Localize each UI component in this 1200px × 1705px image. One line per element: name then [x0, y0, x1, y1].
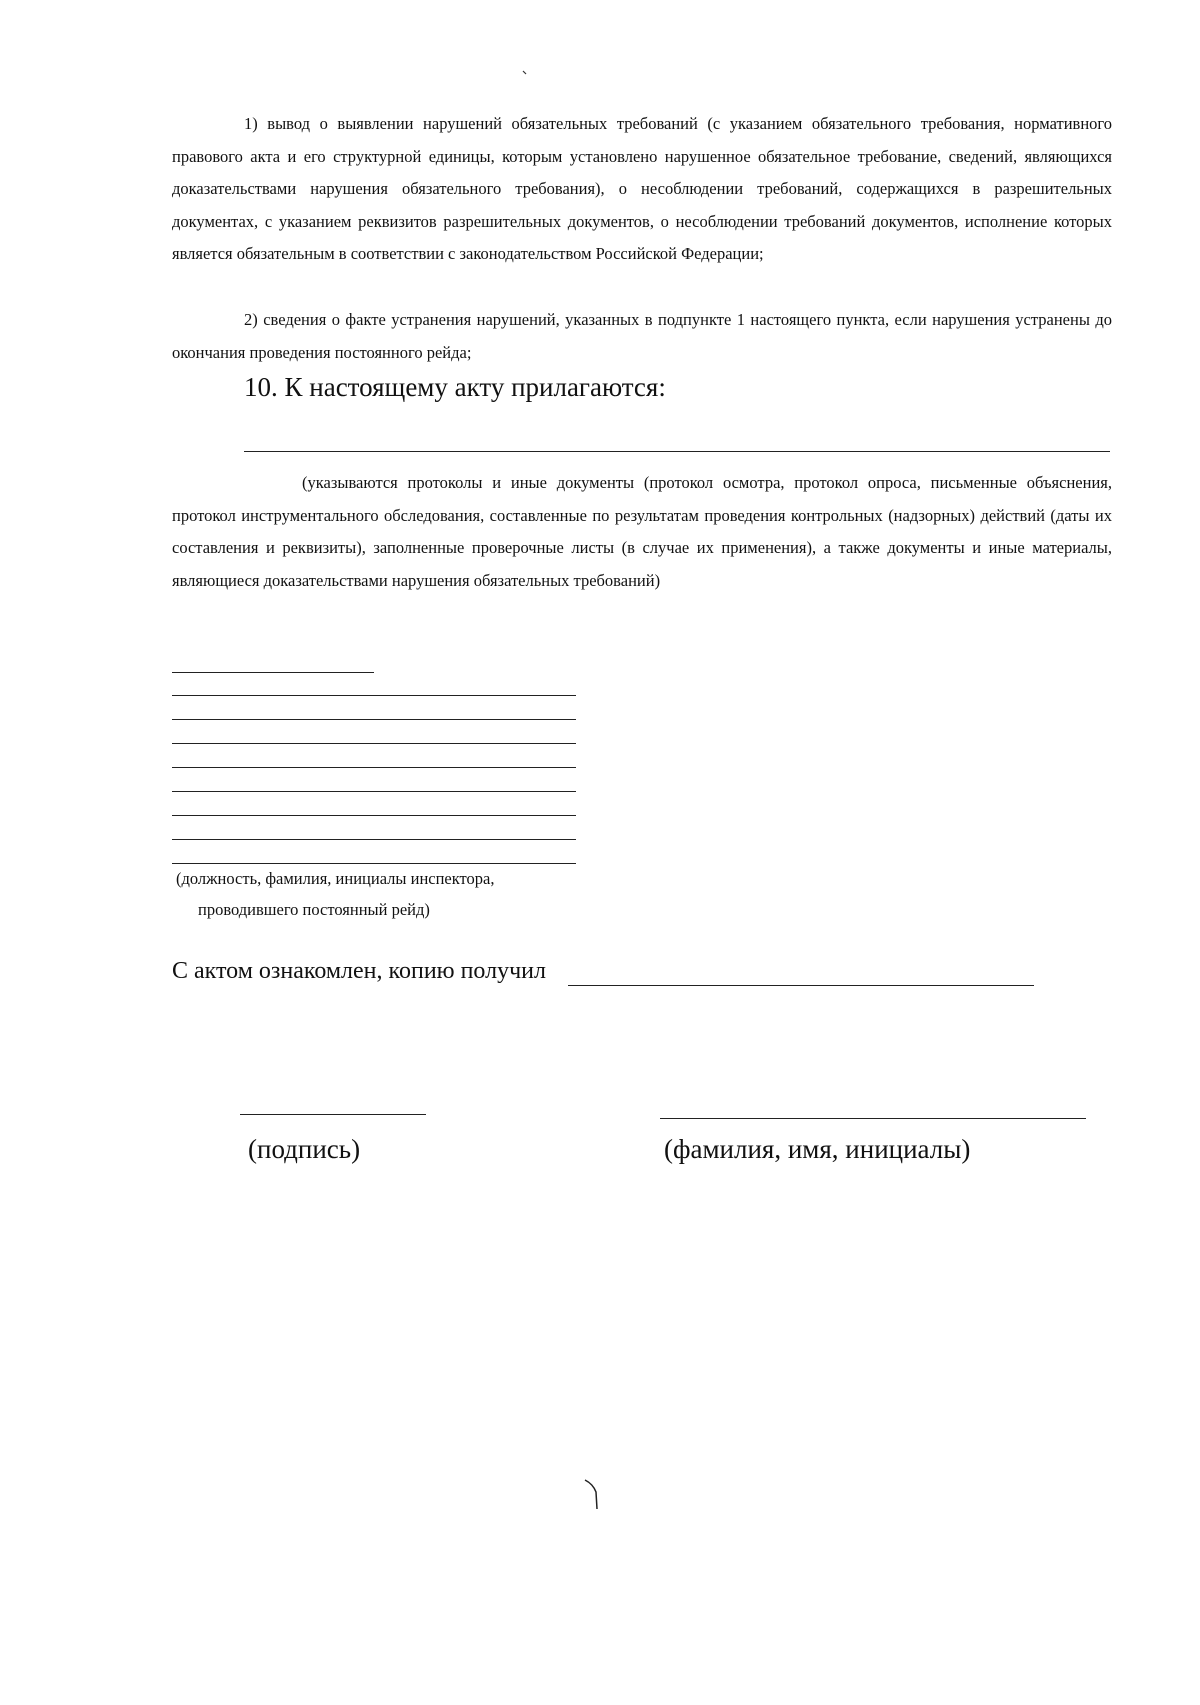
name-caption: (фамилия, имя, инициалы)	[664, 1134, 971, 1164]
inspector-line-7	[172, 839, 576, 840]
acknowledgement-text: С актом ознакомлен, копию получил	[172, 958, 546, 984]
inspector-line-1	[172, 695, 576, 696]
inspector-line-3	[172, 743, 576, 744]
inspector-line-2	[172, 719, 576, 720]
attachments-fill-line	[244, 451, 1110, 452]
signature-caption: (подпись)	[248, 1134, 361, 1164]
inspector-short-line	[172, 672, 374, 673]
signature-fill-line	[240, 1114, 426, 1115]
inspector-line-8	[172, 863, 576, 864]
inspector-line-6	[172, 815, 576, 816]
paragraph-violation-elimination: 2) сведения о факте устранения нарушений, указанных в подпункте 1 настоящего пункта, если нарушения устранены до окончания проведения постоянного рейда;	[172, 310, 1112, 362]
inspector-caption-line1: (должность, фамилия, инициалы инспектора,	[176, 869, 495, 888]
acknowledgement-fill-line	[568, 985, 1034, 986]
inspector-caption-line2: проводившего постоянный рейд)	[198, 900, 430, 919]
pen-stroke-mark	[583, 1478, 601, 1512]
inspector-line-5	[172, 791, 576, 792]
scan-speck	[522, 70, 528, 76]
inspector-line-4	[172, 767, 576, 768]
section-heading-attachments: 10. К настоящему акту прилагаются:	[244, 372, 666, 402]
paragraph-violation-conclusion: 1) вывод о выявлении нарушений обязательных требований (с указанием обязательного требования, нормативного правового акта и его структурной единицы, которым установлено нарушенное обязательное требование, сведений, являющихся доказательствами нарушения обязательного требования), о несоблюдении требований, содержащихся в разрешительных документах, с указанием реквизитов разрешительных документов, о несоблюдении требований документов, исполнение которых является обязательным в соответствии с законодательством Российской Федерации;	[172, 114, 1112, 263]
name-fill-line	[660, 1118, 1086, 1119]
attachments-note: (указываются протоколы и иные документы (протокол осмотра, протокол опроса, письменные объяснения, протокол инструментального обследования, составленные по результатам проведения контрольных (надзорных) действий (даты их составления и реквизиты), заполненные проверочные листы (в случае их применения), а также документы и иные материалы, являющиеся доказательствами нарушения обязательных требований)	[172, 473, 1112, 590]
